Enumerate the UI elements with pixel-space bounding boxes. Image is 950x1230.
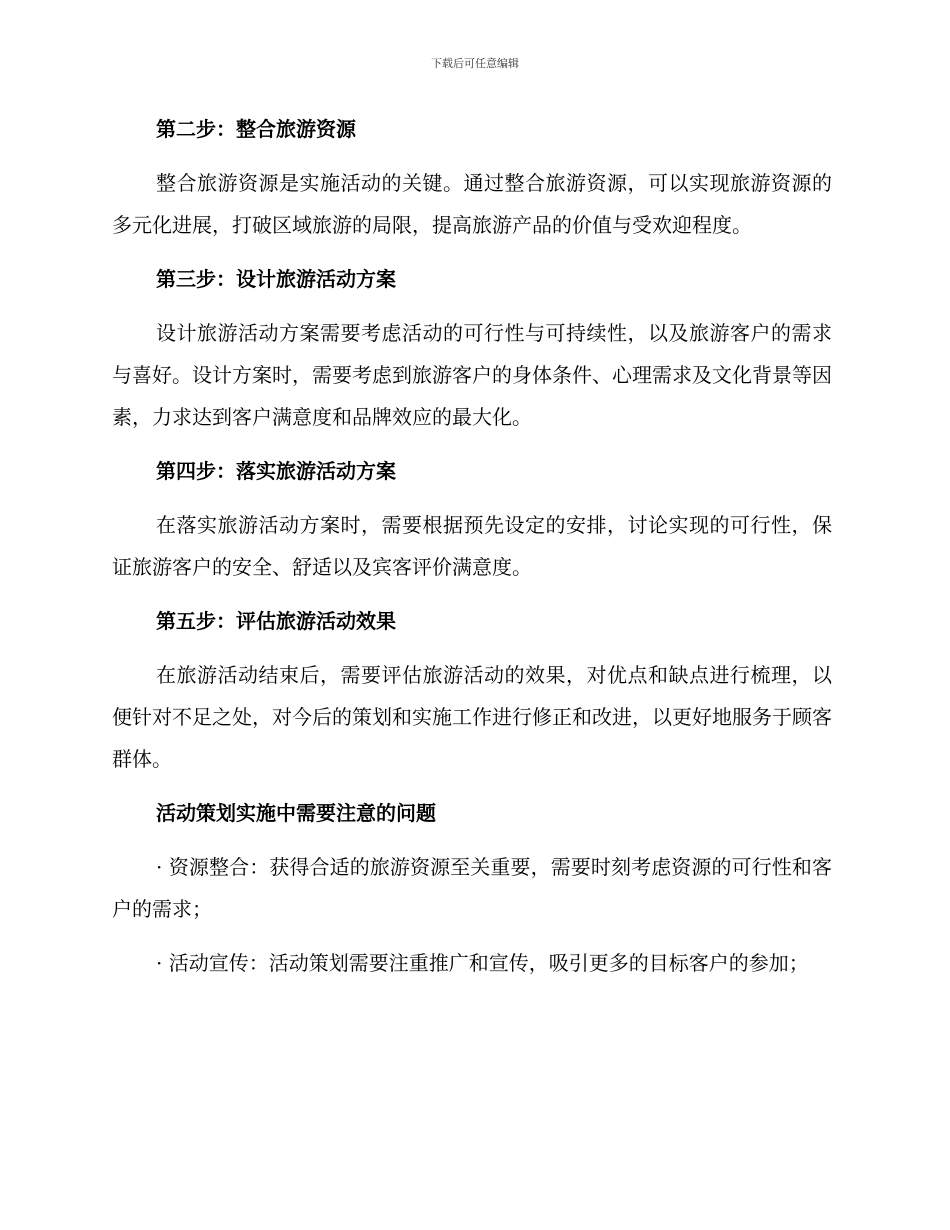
section-heading-step5: 第五步：评估旅游活动效果: [156, 609, 396, 633]
section-paragraph-step5: 在旅游活动结束后，需要评估旅游活动的效果，对优点和缺点进行梳理，以便针对不足之处，对今后的策划和实施工作进行修正和改进，以更好地服务于顾客群体。: [112, 663, 832, 771]
page-header: 下载后可任意编辑: [431, 57, 519, 70]
section-heading-step4: 第四步：落实旅游活动方案: [156, 459, 396, 483]
notes-heading: 活动策划实施中需要注意的问题: [156, 801, 436, 825]
section-paragraph-step4: 在落实旅游活动方案时，需要根据预先设定的安排，讨论实现的可行性，保证旅游客户的安全、舒适以及宾客评价满意度。: [112, 513, 832, 579]
section-paragraph-step2: 整合旅游资源是实施活动的关键。通过整合旅游资源，可以实现旅游资源的多元化进展，打破区域旅游的局限，提高旅游产品的价值与受欢迎程度。: [112, 171, 832, 237]
note-item-resource-integration: · 资源整合：获得合适的旅游资源至关重要，需要时刻考虑资源的可行性和客户的需求；: [112, 855, 832, 921]
section-heading-step2: 第二步：整合旅游资源: [156, 117, 356, 141]
document-body: [112, 108, 832, 996]
note-item-activity-promotion: · 活动宣传：活动策划需要注重推广和宣传，吸引更多的目标客户的参加；: [156, 951, 809, 975]
section-heading-step3: 第三步：设计旅游活动方案: [156, 267, 396, 291]
section-paragraph-step3: 设计旅游活动方案需要考虑活动的可行性与可持续性，以及旅游客户的需求与喜好。设计方案时，需要考虑到旅游客户的身体条件、心理需求及文化背景等因素，力求达到客户满意度和品牌效应的最大化。: [112, 321, 832, 429]
